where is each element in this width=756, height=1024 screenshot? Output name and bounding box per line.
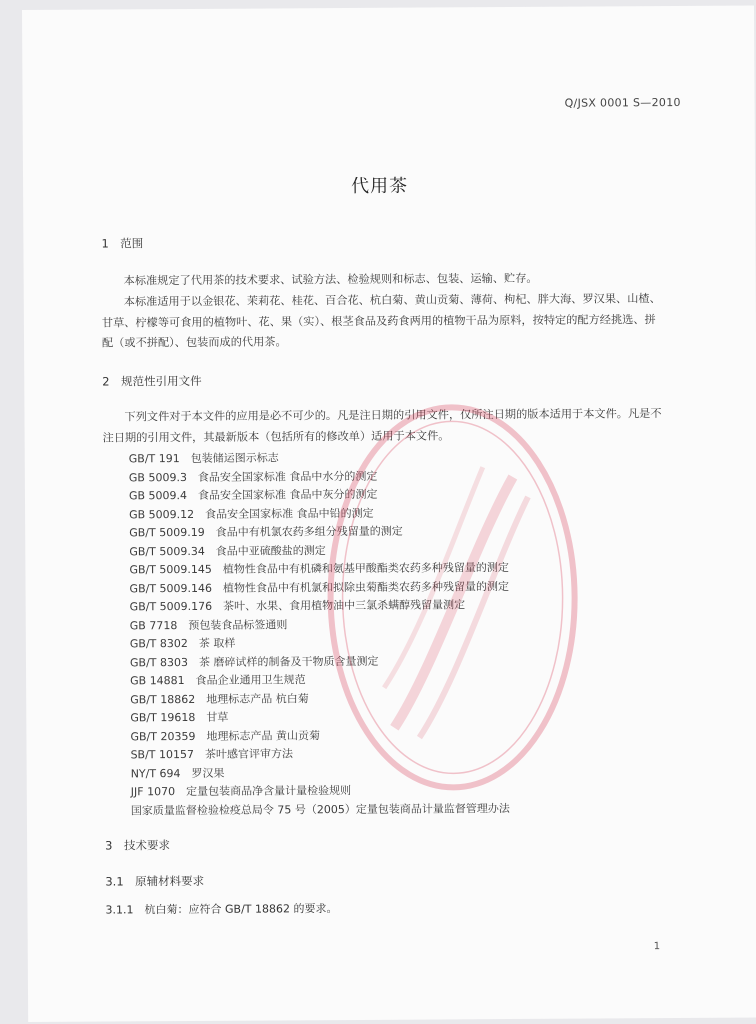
reference-item: GB/T 19618 甘草 [130, 710, 229, 725]
section-3-heading: 3 技术要求 [105, 838, 170, 853]
reference-item: GB/T 20359 地理标志产品 黄山贡菊 [130, 728, 320, 743]
reference-item: GB/T 8303 茶 磨碎试样的制备及干物质含量测定 [129, 654, 379, 669]
reference-item: GB/T 5009.146 植物性食品中有机氯和拟除虫菊酯类农药多种残留量的测定 [129, 579, 510, 595]
reference-item: GB/T 191 包装储运图示标志 [128, 451, 279, 466]
reference-item: GB/T 5009.34 食品中亚硫酸盐的测定 [129, 543, 326, 558]
page-number: 1 [653, 941, 661, 953]
section-1-heading: 1 范围 [101, 236, 144, 251]
reference-item: 国家质量监督检验检疫总局令 75 号（2005）定量包装商品计量监督管理办法 [130, 801, 510, 817]
reference-item: GB/T 8302 茶 取样 [129, 636, 236, 651]
reference-item: JJF 1070 定量包装商品净含量计量检验规则 [130, 784, 352, 799]
reference-item: GB/T 18862 地理标志产品 杭白菊 [130, 691, 309, 706]
reference-item: GB 5009.4 食品安全国家标准 食品中灰分的测定 [128, 487, 378, 503]
reference-item: GB 5009.12 食品安全国家标准 食品中铅的测定 [129, 506, 374, 521]
reference-item: GB 14881 食品企业通用卫生规范 [130, 673, 306, 688]
reference-item: GB/T 5009.176 茶叶、水果、食用植物油中三氯杀螨醇残留量测定 [129, 598, 466, 614]
reference-item: NY/T 694 罗汉果 [130, 766, 225, 780]
section-2-heading: 2 规范性引用文件 [102, 373, 202, 389]
reference-item: GB 7718 预包装食品标签通则 [129, 617, 288, 632]
document-title: 代用茶 [351, 175, 409, 197]
standard-code: Q/JSX 0001 S—2010 [564, 95, 681, 110]
reference-item: GB 5009.3 食品安全国家标准 食品中水分的测定 [128, 469, 378, 484]
section-2-paragraph: 下列文件对于本文件的应用是必不可少的。凡是注日期的引用文件，仅所注日期的版本适用于本文件。凡是不注日期的引用文件，其最新版本（包括所有的修改单）适用于本文件。 [102, 407, 662, 445]
section-3-1-heading: 3.1 原辅材料要求 [105, 873, 205, 889]
document-page [22, 6, 756, 1022]
section-3-1-1-text: 3.1.1 杭白菊：应符合 GB/T 18862 的要求。 [105, 902, 338, 917]
section-1-paragraph-1: 本标准规定了代用茶的技术要求、试验方法、检验规则和标志、包装、运输、贮存。 [123, 271, 538, 288]
reference-item: GB/T 5009.19 食品中有机氯农药多组分残留量的测定 [129, 524, 403, 540]
section-1-paragraph-2: 本标准适用于以金银花、茉莉花、桂花、百合花、杭白菊、黄山贡菊、薄荷、枸杞、胖大海、罗汉果、山楂、甘草、柠檬等可食用的植物叶、花、果（实）、根茎食品及药食两用的植物干品为原料，按特定的配方经挑选、拼配（或不拼配）、包装而成的代用茶。 [101, 292, 661, 350]
reference-item: GB/T 5009.145 植物性食品中有机磷和氨基甲酸酯类农药多种残留量的测定 [129, 561, 509, 577]
reference-item: SB/T 10157 茶叶感官评审方法 [130, 747, 294, 762]
